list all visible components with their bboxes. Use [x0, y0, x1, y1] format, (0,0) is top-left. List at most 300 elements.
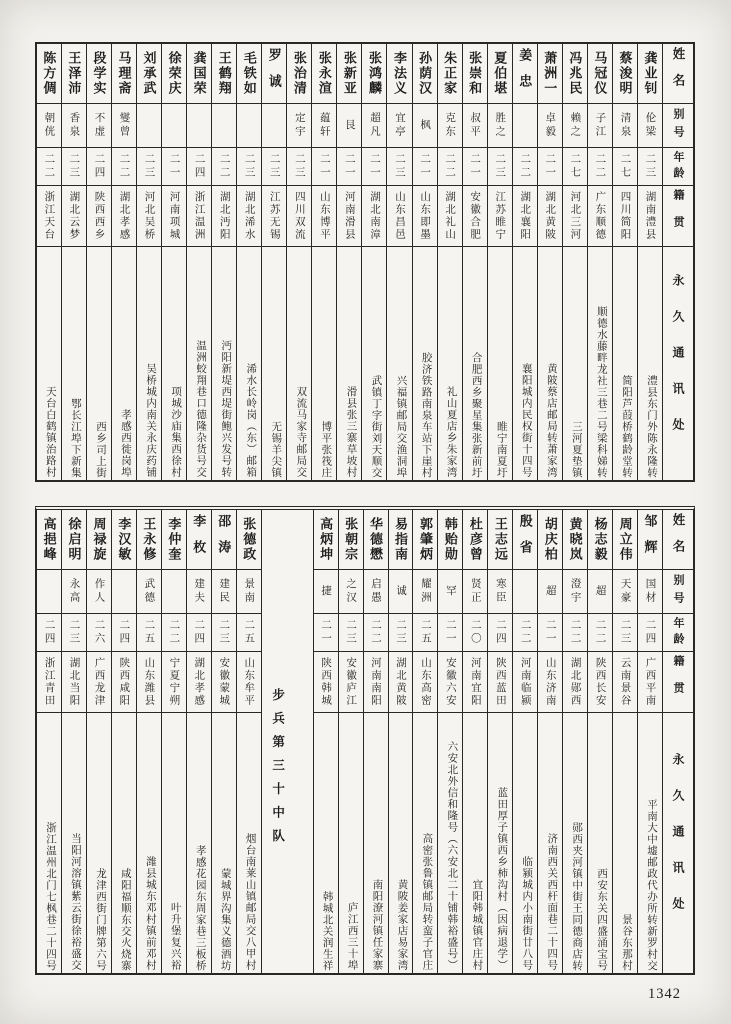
person-address: 六安北外信和隆号（六安北二十铺韩裕盛号）	[446, 741, 458, 971]
person-column	[612, 510, 637, 973]
header-name: 姓名	[663, 44, 693, 104]
person-address: 潍县城东邓村镇前邓村	[144, 856, 156, 971]
person-column	[562, 44, 587, 480]
person-column	[487, 44, 512, 480]
person-address: 黄陂姜家店易家湾	[396, 879, 408, 971]
person-name: 姜忠	[513, 44, 537, 104]
person-name: 王鹤翔	[212, 44, 236, 104]
person-name: 龚业钊	[638, 44, 662, 104]
person-native-place: 浙江青田	[37, 652, 61, 713]
person-column	[587, 44, 612, 480]
person-courtesy-name: 超	[588, 570, 612, 614]
person-address: 郧西夹河镇中街王同德商店转	[571, 821, 583, 971]
person-name: 王志远	[488, 510, 512, 570]
person-column	[361, 44, 386, 480]
person-courtesy-name: 超	[538, 570, 562, 614]
person-courtesy-name	[513, 570, 537, 614]
person-native-place: 山东济南	[538, 652, 562, 713]
person-name: 冯兆民	[563, 44, 587, 104]
person-courtesy-name: 寒臣	[488, 570, 512, 614]
person-column	[612, 44, 637, 480]
person-address: 孝感花园东周家巷三板桥	[194, 844, 206, 971]
person-native-place: 四川双流	[287, 186, 311, 247]
person-native-place: 浙江温洲	[187, 186, 211, 247]
person-age: 二二	[513, 148, 537, 186]
person-name: 王泽沛	[62, 44, 86, 104]
person-native-place: 四川简阳	[613, 186, 637, 247]
person-column	[386, 44, 411, 480]
person-courtesy-name: 定宇	[287, 104, 311, 148]
header-column	[662, 44, 693, 480]
person-native-place: 湖北当阳	[62, 652, 86, 713]
person-native-place: 山东即墨	[413, 186, 437, 247]
person-address: 韩城北关润生祥	[321, 890, 333, 971]
header-alias: 别号	[663, 104, 693, 148]
person-name: 高炳坤	[314, 510, 338, 570]
person-courtesy-name: 不虚	[87, 104, 111, 148]
person-address: 沔阳新堤西堤街鲍兴发号转	[220, 340, 232, 478]
person-name: 张朝宗	[339, 510, 363, 570]
person-column	[487, 510, 512, 973]
person-column	[311, 44, 336, 480]
person-name: 周立伟	[613, 510, 637, 570]
person-courtesy-name	[137, 104, 161, 148]
person-name: 徐荣庆	[162, 44, 186, 104]
person-native-place: 河南临颍	[513, 652, 537, 713]
person-address: 顺德水藤畔龙社三巷二号梁科娣转	[595, 305, 607, 478]
person-address: 庐江西三十埠	[346, 902, 358, 971]
person-name: 朱正家	[438, 44, 462, 104]
person-courtesy-name	[513, 104, 537, 148]
person-native-place: 广西平南	[638, 652, 662, 713]
person-address: 西乡司上街	[94, 420, 106, 478]
person-address: 咸阳福顺东交火烧寨	[119, 867, 131, 971]
person-age: 二一	[538, 148, 562, 186]
person-courtesy-name: 作人	[87, 570, 111, 614]
person-native-place: 陕西咸阳	[112, 652, 136, 713]
person-courtesy-name	[162, 570, 186, 614]
person-name: 张鸿麟	[362, 44, 386, 104]
person-column	[388, 510, 413, 973]
person-address: 高密张鲁镇邮局转蛮子官庄	[421, 833, 433, 971]
person-native-place: 宁夏宁朔	[162, 652, 186, 713]
person-column	[286, 44, 311, 480]
person-courtesy-name	[212, 104, 236, 148]
person-name: 孙荫汉	[413, 44, 437, 104]
header-address: 永久通讯处	[671, 273, 685, 454]
person-address: 孝感西徙岗埠	[120, 409, 132, 478]
person-courtesy-name: 胜之	[488, 104, 512, 148]
person-age: 二四	[37, 614, 61, 652]
person-courtesy-name: 之汉	[339, 570, 363, 614]
person-age: 二三	[339, 614, 363, 652]
person-age: 二二	[37, 148, 61, 186]
person-native-place: 安徽合肥	[463, 186, 487, 247]
header-column	[662, 510, 693, 973]
person-column	[637, 44, 662, 480]
person-age: 二四	[187, 148, 211, 186]
person-column	[412, 510, 437, 973]
person-courtesy-name: 武德	[137, 570, 161, 614]
person-name: 蔡浚明	[613, 44, 637, 104]
person-address: 礼山夏店乡朱家湾	[445, 386, 457, 478]
person-courtesy-name: 诚	[389, 570, 413, 614]
person-column	[61, 510, 86, 973]
person-name: 易指南	[389, 510, 413, 570]
person-column	[537, 510, 562, 973]
person-native-place: 陕西西乡	[87, 186, 111, 247]
person-courtesy-name	[262, 104, 286, 148]
person-age: 二一	[463, 148, 487, 186]
person-age: 二四	[488, 614, 512, 652]
person-native-place: 山东昌邑	[387, 186, 411, 247]
person-courtesy-name: 艮	[337, 104, 361, 148]
person-courtesy-name: 建夫	[187, 570, 211, 614]
person-name: 徐启明	[62, 510, 86, 570]
person-address: 西安东关四盛涌宝号	[596, 867, 608, 971]
person-address: 合肥西乡聚星集张新前圩	[470, 351, 482, 478]
person-address: 烟台南莱山镇邮局交八甲村	[244, 833, 256, 971]
unit-title: 步兵第三十中队	[270, 688, 285, 853]
person-age: 二六	[87, 614, 111, 652]
person-column	[236, 510, 261, 973]
header-age: 年龄	[663, 148, 693, 186]
person-address: 简阳芦葭桥鹤龄堂转	[620, 374, 632, 478]
person-name: 王永修	[137, 510, 161, 570]
person-name: 张治清	[287, 44, 311, 104]
person-age: 二三	[389, 614, 413, 652]
person-column	[437, 510, 462, 973]
person-courtesy-name: 朝侊	[37, 104, 61, 148]
person-column	[37, 44, 61, 480]
person-name: 郭肇炳	[413, 510, 437, 570]
person-address: 澧县东门外陈永隆转	[646, 374, 657, 478]
person-name: 邵涛	[212, 510, 236, 570]
person-name: 华德懋	[364, 510, 388, 570]
person-courtesy-name: 蕴轩	[312, 104, 336, 148]
person-column	[186, 510, 211, 973]
person-native-place: 河南滑县	[337, 186, 361, 247]
person-address: 项城沙庙集西徐村	[170, 386, 182, 478]
person-name: 段学实	[87, 44, 111, 104]
person-age: 二三	[62, 148, 86, 186]
person-column	[136, 44, 161, 480]
person-age: 二〇	[463, 614, 487, 652]
person-address: 宜阳韩城镇官庄村	[471, 879, 483, 971]
person-courtesy-name: 贤正	[463, 570, 487, 614]
person-name: 胡庆柏	[538, 510, 562, 570]
person-courtesy-name: 枫	[413, 104, 437, 148]
person-courtesy-name: 香泉	[62, 104, 86, 148]
person-age: 二二	[162, 614, 186, 652]
person-native-place: 山东牟平	[237, 652, 261, 713]
roster-table-bottom	[35, 506, 695, 975]
person-column	[161, 510, 186, 973]
person-age: 二五	[137, 614, 161, 652]
person-name: 马理斋	[112, 44, 136, 104]
unit-title-column	[261, 510, 313, 973]
person-age: 二二	[563, 614, 587, 652]
person-native-place: 安徽庐江	[339, 652, 363, 713]
person-age: 二三	[387, 148, 411, 186]
person-native-place: 河南宜阳	[463, 652, 487, 713]
person-age: 二三	[137, 148, 161, 186]
person-column	[537, 44, 562, 480]
person-courtesy-name: 子江	[588, 104, 612, 148]
person-courtesy-name: 罕	[438, 570, 462, 614]
person-age: 二五	[413, 614, 437, 652]
person-native-place: 陕西长安	[588, 652, 612, 713]
person-courtesy-name	[112, 570, 136, 614]
header-age: 年龄	[663, 614, 693, 652]
person-column	[338, 510, 363, 973]
person-name: 李法义	[387, 44, 411, 104]
person-column	[37, 510, 61, 973]
person-column	[211, 510, 236, 973]
person-native-place: 广西龙津	[87, 652, 111, 713]
person-courtesy-name: 永高	[62, 570, 86, 614]
person-native-place: 安徽六安	[438, 652, 462, 713]
header-native-place: 籍贯	[663, 186, 693, 247]
person-address: 天台白鹤镇治路村	[44, 386, 56, 478]
header-name: 姓名	[663, 510, 693, 570]
person-column	[111, 510, 136, 973]
page-number: 1342	[648, 986, 681, 1002]
person-name: 殷省	[513, 510, 537, 570]
person-native-place: 湖北郧西	[563, 652, 587, 713]
person-native-place: 山东博平	[312, 186, 336, 247]
person-address: 济南西关西杆面巷二十四号	[546, 833, 558, 971]
person-courtesy-name: 耀洲	[413, 570, 437, 614]
person-column	[336, 44, 361, 480]
person-native-place: 河南项城	[162, 186, 186, 247]
person-native-place: 湖北云梦	[62, 186, 86, 247]
person-address: 吴桥城内南关永庆药铺	[145, 363, 157, 478]
person-courtesy-name: 天豪	[613, 570, 637, 614]
person-name: 马冠仪	[588, 44, 612, 104]
person-age: 二一	[362, 148, 386, 186]
person-native-place: 湖北黄陂	[389, 652, 413, 713]
person-courtesy-name: 燮曾	[112, 104, 136, 148]
person-native-place: 湖北黄陂	[538, 186, 562, 247]
person-address: 襄阳城内民权街十四号	[520, 363, 532, 478]
person-courtesy-name: 叔平	[463, 104, 487, 148]
person-address: 鄂长江埠下新集	[69, 397, 81, 478]
person-column	[637, 510, 662, 973]
person-courtesy-name: 启愚	[364, 570, 388, 614]
person-age: 二二	[438, 148, 462, 186]
person-address: 武镇丁字街刘天顺交	[370, 374, 382, 478]
person-column	[86, 44, 111, 480]
person-age: 二三	[212, 614, 236, 652]
person-name: 陈方倜	[37, 44, 61, 104]
person-native-place: 江苏无锡	[262, 186, 286, 247]
person-column	[512, 44, 537, 480]
person-column	[236, 44, 261, 480]
person-native-place: 湖北礼山	[438, 186, 462, 247]
person-courtesy-name	[187, 104, 211, 148]
person-column	[587, 510, 612, 973]
person-address: 黄陂蔡店邮局转萧家湾	[545, 363, 557, 478]
person-age: 二二	[364, 614, 388, 652]
person-name: 张德政	[237, 510, 261, 570]
person-age: 二三	[638, 148, 662, 186]
person-address: 浠水长岭岗（东）邮箱	[245, 363, 257, 478]
person-column	[562, 510, 587, 973]
person-native-place: 湖南澧县	[638, 186, 662, 247]
person-name: 杨志毅	[588, 510, 612, 570]
person-native-place: 河北三河	[563, 186, 587, 247]
person-column	[437, 44, 462, 480]
person-address: 临颍城内小南街廿八号	[521, 856, 533, 971]
person-name: 杜彦曾	[463, 510, 487, 570]
person-courtesy-name	[37, 570, 61, 614]
person-name: 罗诚	[262, 44, 286, 104]
person-courtesy-name: 超凡	[362, 104, 386, 148]
person-age: 二二	[588, 614, 612, 652]
person-column	[61, 44, 86, 480]
person-column	[86, 510, 111, 973]
person-column	[161, 44, 186, 480]
person-courtesy-name	[162, 104, 186, 148]
person-address: 滑县张三寨草坡村	[345, 386, 357, 478]
person-name: 夏伯堪	[488, 44, 512, 104]
person-column	[462, 44, 487, 480]
person-courtesy-name: 卓毅	[538, 104, 562, 148]
person-native-place: 广东顺德	[588, 186, 612, 247]
person-address: 胶济铁路南泉车站下崖村	[420, 351, 432, 478]
person-address: 景谷东那村	[621, 913, 633, 971]
roster-table-top	[35, 42, 695, 482]
person-age: 二五	[237, 614, 261, 652]
person-age: 二七	[613, 148, 637, 186]
person-native-place: 安徽蒙城	[212, 652, 236, 713]
person-courtesy-name: 清泉	[613, 104, 637, 148]
person-address: 双流马家寺邮局交	[295, 386, 307, 478]
person-courtesy-name: 国材	[638, 570, 662, 614]
person-age: 二四	[112, 614, 136, 652]
person-name: 张新亚	[337, 44, 361, 104]
person-courtesy-name: 伦梁	[638, 104, 662, 148]
person-name: 张永渲	[312, 44, 336, 104]
person-name: 李汉敏	[112, 510, 136, 570]
person-name: 黄晓岚	[563, 510, 587, 570]
person-age: 二一	[538, 614, 562, 652]
person-native-place: 湖北襄阳	[513, 186, 537, 247]
header-native-place: 籍贯	[663, 652, 693, 713]
person-address: 南阳潦河镇任家寨	[371, 879, 383, 971]
person-native-place: 陕西蓝田	[488, 652, 512, 713]
person-native-place: 湖北孝感	[187, 652, 211, 713]
person-courtesy-name: 捷	[314, 570, 338, 614]
person-native-place: 江苏睢宁	[488, 186, 512, 247]
person-courtesy-name: 澄宇	[563, 570, 587, 614]
person-address: 兴福镇邮局交渔洞埠	[395, 374, 407, 478]
person-courtesy-name: 赖之	[563, 104, 587, 148]
person-age: 二三	[488, 148, 512, 186]
person-age: 二四	[87, 148, 111, 186]
person-age: 二一	[413, 148, 437, 186]
person-address: 浙江温州北门七枫巷二十四号	[45, 821, 57, 971]
person-native-place: 湖北浠水	[237, 186, 261, 247]
person-native-place: 山东高密	[413, 652, 437, 713]
person-age: 二四	[638, 614, 662, 652]
person-age: 二一	[438, 614, 462, 652]
person-name: 毛铁如	[237, 44, 261, 104]
person-age: 二一	[337, 148, 361, 186]
person-age: 二三	[613, 614, 637, 652]
person-age: 二三	[287, 148, 311, 186]
person-column	[363, 510, 388, 973]
person-courtesy-name: 建民	[212, 570, 236, 614]
person-native-place: 湖北南漳	[362, 186, 386, 247]
person-courtesy-name: 宜亭	[387, 104, 411, 148]
person-native-place: 云南景谷	[613, 652, 637, 713]
person-name: 李仲奎	[162, 510, 186, 570]
person-age: 二二	[112, 148, 136, 186]
header-alias: 别号	[663, 570, 693, 614]
person-address: 当阳河溶镇紫云街徐裕盛交	[69, 833, 81, 971]
person-address: 蒙城界沟集义德酒坊	[219, 867, 231, 971]
person-column	[313, 510, 338, 973]
person-native-place: 河北吴桥	[137, 186, 161, 247]
person-name: 萧洲一	[538, 44, 562, 104]
person-age: 二二	[212, 148, 236, 186]
person-native-place: 浙江天台	[37, 186, 61, 247]
person-age: 二一	[314, 614, 338, 652]
person-address: 蓝田厚子镇西乡柿沟村（因病退学）	[496, 787, 508, 971]
person-age: 二二	[513, 614, 537, 652]
person-courtesy-name: 克东	[438, 104, 462, 148]
person-native-place: 湖北孝感	[112, 186, 136, 247]
person-courtesy-name: 景南	[237, 570, 261, 614]
person-name: 龚国荣	[187, 44, 211, 104]
person-column	[186, 44, 211, 480]
person-address: 三河夏垫镇	[570, 420, 582, 478]
person-age: 二三	[62, 614, 86, 652]
person-age: 二四	[187, 614, 211, 652]
person-column	[136, 510, 161, 973]
person-address: 无锡羊尖镇	[270, 420, 282, 478]
person-native-place: 河南南阳	[364, 652, 388, 713]
person-native-place: 陕西韩城	[314, 652, 338, 713]
person-address: 博平张筏庄	[320, 420, 332, 478]
person-address: 叶升堡复兴裕	[169, 902, 181, 971]
person-name: 高挹峰	[37, 510, 61, 570]
person-column	[211, 44, 236, 480]
person-name: 邹辉	[638, 510, 662, 570]
person-name: 韩贻勋	[438, 510, 462, 570]
person-native-place: 湖北沔阳	[212, 186, 236, 247]
person-age: 二三	[262, 148, 286, 186]
person-name: 李枚	[187, 510, 211, 570]
person-column	[111, 44, 136, 480]
person-courtesy-name	[237, 104, 261, 148]
person-address: 睢宁南夏圩	[495, 420, 507, 478]
person-column	[261, 44, 286, 480]
header-address: 永久通讯处	[671, 753, 685, 933]
person-age: 二七	[563, 148, 587, 186]
person-age: 二二	[588, 148, 612, 186]
person-native-place: 山东潍县	[137, 652, 161, 713]
person-name: 刘承武	[137, 44, 161, 104]
person-name: 周禄旋	[87, 510, 111, 570]
person-age: 二一	[162, 148, 186, 186]
person-age: 二一	[312, 148, 336, 186]
person-address: 温洲蛟翔巷口德隆杂货号交	[195, 340, 207, 478]
person-age: 二三	[237, 148, 261, 186]
person-name: 张崇和	[463, 44, 487, 104]
